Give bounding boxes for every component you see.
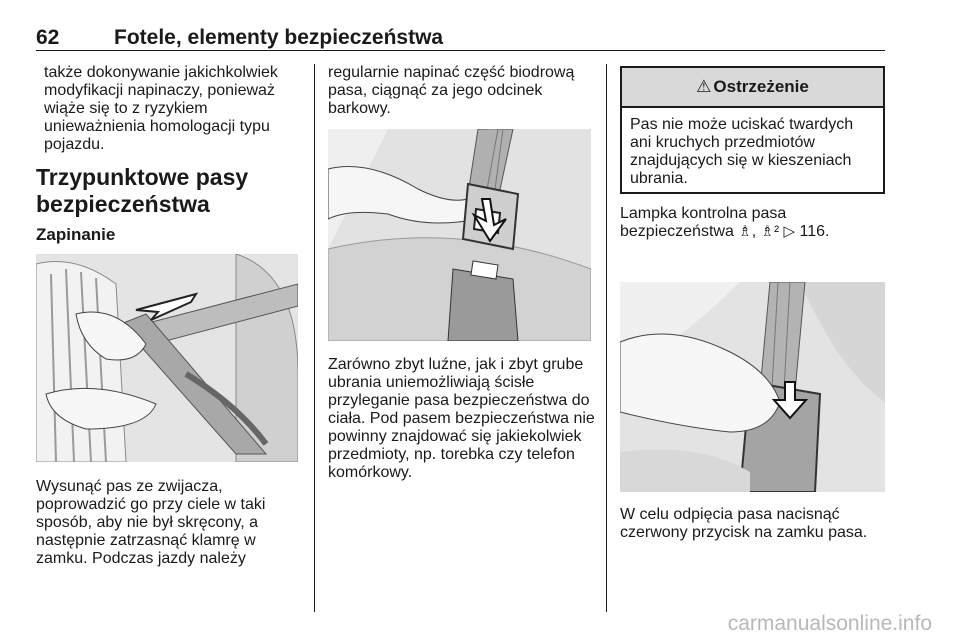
watermark: carmanualsonline.info xyxy=(727,612,932,635)
lamp-paragraph: Lampka kontrolna pasa bezpieczeństwa ♗, ♗² ▷ 116. xyxy=(620,205,830,240)
reference-arrow-icon: ▷ xyxy=(783,223,796,240)
col1-intro: także dokonywanie jakichkolwiek modyfikacji napinaczy, ponieważ wiąże się to z ryzykiem unieważnienia homologacji typu pojazdu. xyxy=(44,64,278,153)
warning-text: Pas nie może uciskać twardych ani kruchych przedmiotów znajdujących się w kieszeniach ubrania. xyxy=(630,116,854,187)
tightening-illustration xyxy=(328,129,591,341)
col2-intro: regularnie napinać część biodrową pasa, ciągnąć za jego odcinek barkowy. xyxy=(328,64,575,117)
warning-triangle-icon: ⚠ xyxy=(696,77,712,96)
page-title: Fotele, elementy bezpieczeństwa xyxy=(114,26,444,49)
header-rule xyxy=(36,50,885,51)
col3-after-image: W celu odpięcia pasa nacisnąć czerwony przycisk na zamku pasa. xyxy=(620,506,868,541)
seatbelt-icon: ♗ xyxy=(738,223,752,240)
col1-after-image: Wysunąć pas ze zwijacza, poprowadzić go przy ciele w taki sposób, aby nie był skręcony, a następnie zatrzasnąć klamrę w zamku. Podczas jazdy należy xyxy=(36,478,266,567)
unbuckling-illustration xyxy=(620,282,885,492)
lamp-ref: 116. xyxy=(799,223,830,240)
column-divider xyxy=(606,64,607,612)
warning-header xyxy=(622,68,883,108)
warning-title: Ostrzeżenie xyxy=(713,77,809,96)
page-number: 62 xyxy=(36,26,60,49)
subheading-zapinanie: Zapinanie xyxy=(36,225,116,244)
column-divider xyxy=(314,64,315,612)
buckling-illustration xyxy=(36,254,298,462)
col2-after-image: Zarówno zbyt luźne, jak i zbyt grube ubrania uniemożliwiają ścisłe przyleganie pasa bezpieczeństwa do ciała. Pod pasem bezpieczeństwa nie powinny znajdować się jakiekolwiek przedmioty, np. torebka czy telefon komórkowy. xyxy=(328,356,595,481)
seatbelt-icon: ♗² xyxy=(760,223,780,240)
warning-box xyxy=(620,66,885,194)
lamp-text: Lampka kontrolna pasa bezpieczeństwa xyxy=(620,205,787,240)
section-heading: Trzypunktowe pasy bezpieczeństwa xyxy=(36,164,249,217)
